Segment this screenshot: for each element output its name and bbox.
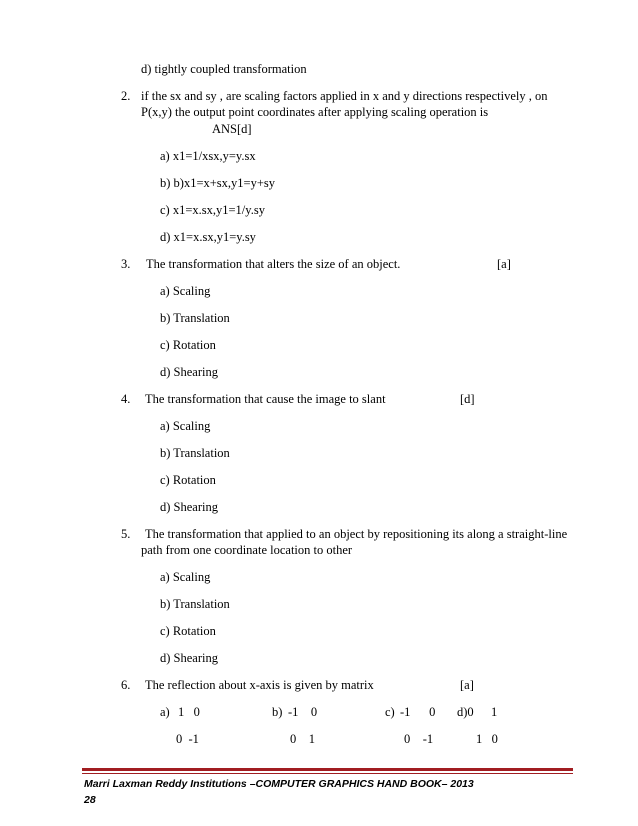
question-4-answer: [d] <box>460 392 475 406</box>
question-6-option-b-row2: 0 1 <box>290 732 315 746</box>
question-6-option-b-row1: -1 0 <box>288 705 318 719</box>
question-4-number: 4. <box>121 392 131 406</box>
question-4-option-a: a) Scaling <box>160 419 211 433</box>
question-5-option-a: a) Scaling <box>160 570 211 584</box>
question-6-option-d-row1: 1 <box>491 705 498 719</box>
question-2-option-b: b) b)x1=x+sx,y1=y+sy <box>160 176 276 190</box>
question-6-text: The reflection about x-axis is given by matrix <box>145 678 374 692</box>
question-6-option-a-row2: 0 -1 <box>176 732 199 746</box>
question-2-number: 2. <box>121 89 131 103</box>
question-3-option-d: d) Shearing <box>160 365 218 379</box>
question-6-option-a-label: a) <box>160 705 170 719</box>
question-3-option-c: c) Rotation <box>160 338 216 352</box>
footer-title: Marri Laxman Reddy Institutions –COMPUTER GRAPHICS HAND BOOK– 2013 <box>84 778 474 790</box>
question-6-option-a-row1: 1 0 <box>178 705 200 719</box>
question-3-option-b: b) Translation <box>160 311 230 325</box>
question-2-option-a: a) x1=1/xsx,y=y.sx <box>160 149 256 163</box>
footer-rule-thick <box>82 768 573 771</box>
question-5-option-c: c) Rotation <box>160 624 216 638</box>
question-5-option-b: b) Translation <box>160 597 230 611</box>
question-6-number: 6. <box>121 678 131 692</box>
question-2-answer: ANS[d] <box>212 122 252 136</box>
question-4-text: The transformation that cause the image to slant <box>145 392 386 406</box>
question-4-option-c: c) Rotation <box>160 473 216 487</box>
question-5-option-d: d) Shearing <box>160 651 218 665</box>
question-2-text-line1: if the sx and sy , are scaling factors applied in x and y directions respectively , on <box>141 89 548 103</box>
question-3-answer: [a] <box>497 257 511 271</box>
question-5-number: 5. <box>121 527 131 541</box>
footer-rule-thin <box>82 773 573 774</box>
question-3-option-a: a) Scaling <box>160 284 211 298</box>
question-3-text: The transformation that alters the size of an object. <box>146 257 401 271</box>
question-6-option-b-label: b) <box>272 705 283 719</box>
question-2-option-d: d) x1=x.sx,y1=y.sy <box>160 230 256 244</box>
question-6-option-c-label: c) <box>385 705 395 719</box>
question-4-option-b: b) Translation <box>160 446 230 460</box>
question-5-text-line1: The transformation that applied to an object by repositioning its along a straight-line <box>145 527 568 541</box>
question-3-number: 3. <box>121 257 131 271</box>
footer-page-number: 28 <box>84 794 96 806</box>
question-5-text-line2: path from one coordinate location to other <box>141 543 353 557</box>
question-4-option-d: d) Shearing <box>160 500 218 514</box>
question-2-text-line2: P(x,y) the output point coordinates after applying scaling operation is <box>141 105 489 119</box>
previous-question-option-d: d) tightly coupled transformation <box>141 62 307 76</box>
question-6-option-d-label: d)0 <box>457 705 474 719</box>
question-6-option-c-row2: 0 -1 <box>404 732 434 746</box>
question-2-option-c: c) x1=x.sx,y1=1/y.sy <box>160 203 265 217</box>
question-6-option-d-row2: 1 0 <box>476 732 498 746</box>
question-6-option-c-row1: -1 0 <box>400 705 436 719</box>
question-6-answer: [a] <box>460 678 474 692</box>
